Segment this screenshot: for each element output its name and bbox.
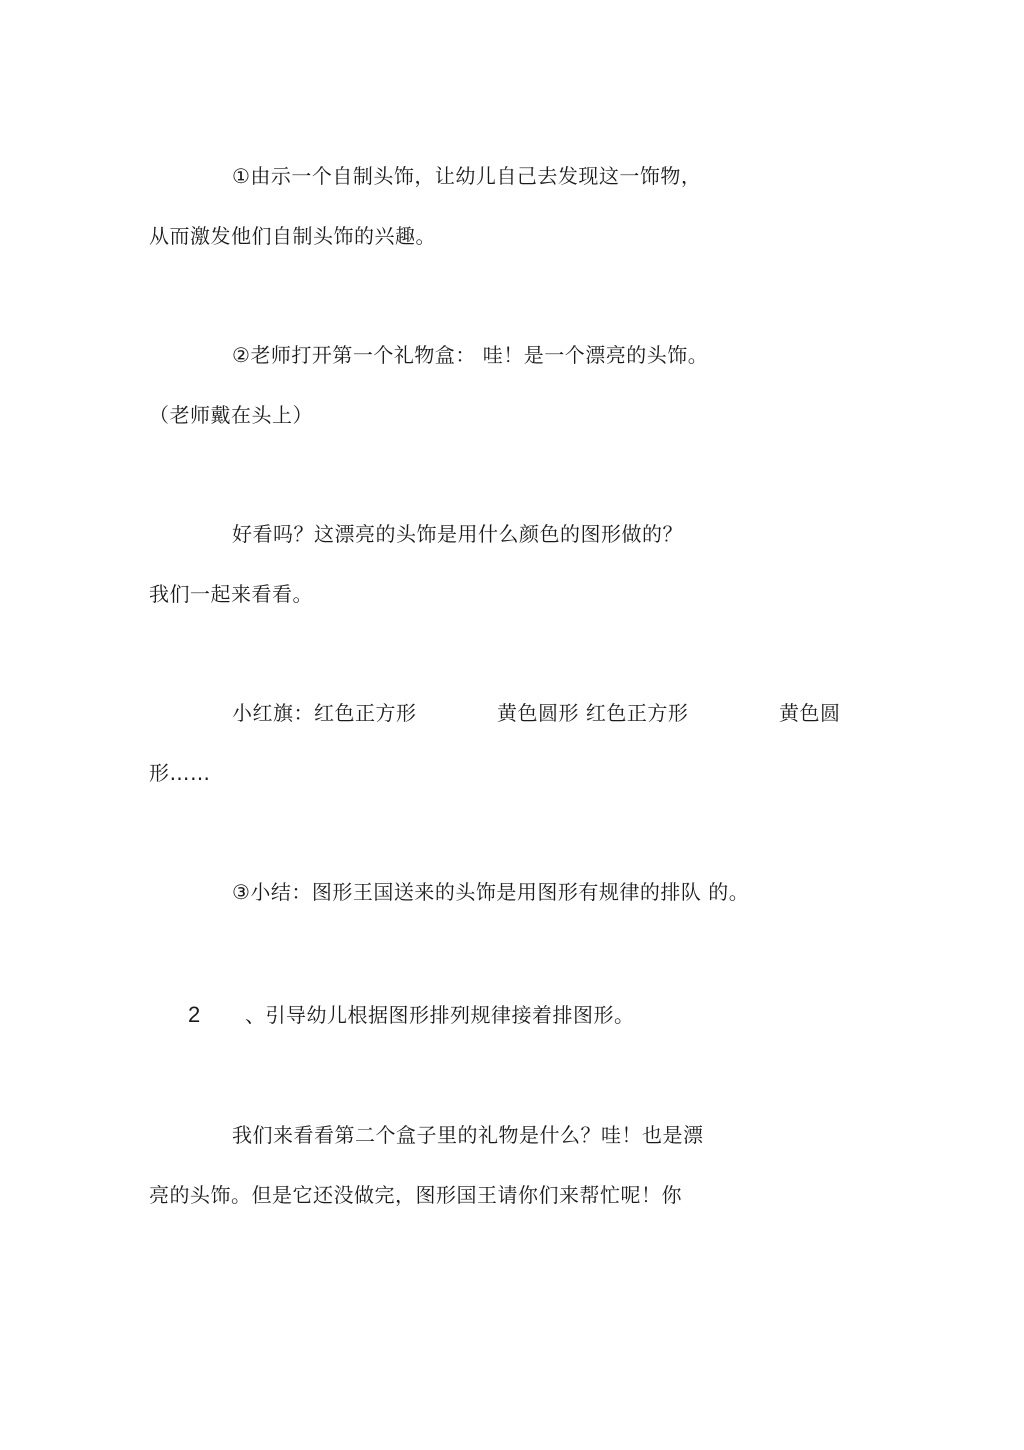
paragraph-2-line-2: （老师戴在头上）: [149, 403, 313, 427]
paragraph-4-line-2: 形……: [149, 761, 211, 785]
paragraph-4-segment-2: 黄色圆形 红色正方形: [497, 701, 689, 725]
paragraph-4-segment-1: 小红旗：红色正方形: [232, 701, 417, 725]
paragraph-3-line-1: 好看吗？这漂亮的头饰是用什么颜色的图形做的？: [232, 522, 683, 546]
paragraph-1-line-1: ①由示一个自制头饰，让幼儿自己去发现这一饰物，: [232, 164, 702, 188]
paragraph-6-line-1: 我们来看看第二个盒子里的礼物是什么？哇！也是漂: [232, 1123, 704, 1147]
paragraph-2-line-1: ②老师打开第一个礼物盒： 哇！是一个漂亮的头饰。: [232, 343, 709, 367]
paragraph-6-line-2: 亮的头饰。但是它还没做完，图形国王请你们来帮忙呢！你: [149, 1183, 682, 1207]
paragraph-1-line-2: 从而激发他们自制头饰的兴趣。: [149, 224, 436, 248]
paragraph-4-segment-3: 黄色圆: [779, 701, 841, 725]
paragraph-3-line-2: 我们一起来看看。: [149, 582, 313, 606]
section-2-number: 2: [188, 1002, 201, 1027]
paragraph-5-line-1: ③小结：图形王国送来的头饰是用图形有规律的排队 的。: [232, 880, 750, 904]
section-2-title: 、引导幼儿根据图形排列规律接着排图形。: [245, 1003, 635, 1027]
